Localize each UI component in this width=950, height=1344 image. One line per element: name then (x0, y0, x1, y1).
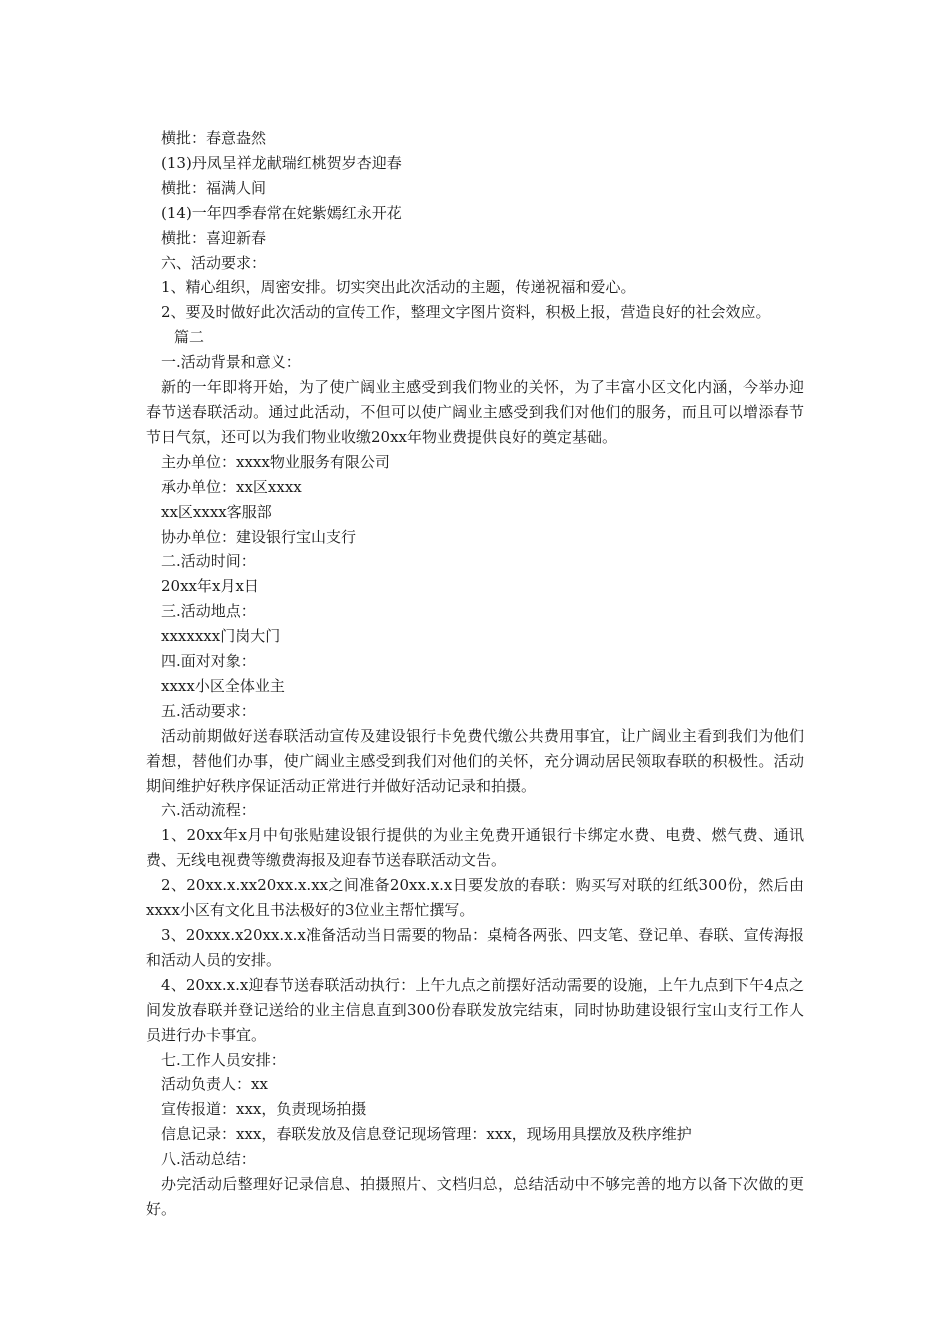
section-heading: 八.活动总结： (161, 1150, 256, 1169)
text-line: 横批：春意盎然 (161, 129, 267, 147)
document-body (146, 126, 804, 1222)
text-line: xxxxxxx门岗大门 (161, 627, 281, 646)
section-heading: 一.活动背景和意义： (161, 353, 301, 372)
text-line: 1、精心组织，周密安排。切实突出此次活动的主题，传递祝福和爱心。 (161, 278, 636, 297)
text-line: 信息记录：xxx，春联发放及信息登记现场管理：xxx，现场用具摆放及秩序维护 (161, 1125, 692, 1144)
text-line: 活动负责人：xx (161, 1075, 268, 1094)
text-line: 宣传报道：xxx，负责现场拍摄 (161, 1100, 367, 1119)
paragraph: 活动前期做好送春联活动宣传及建设银行卡免费代缴公共费用事宜，让广阔业主看到我们为他们着想，替他们办事，使广阔业主感受到我们对他们的关怀，充分调动居民领取春联的积极性。活动期间维护好秩序保证活动正常进行并做好活动记录和拍摄。 (146, 726, 804, 795)
paragraph: 3、20xxx.x20xx.x.x准备活动当日需要的物品：桌椅各两张、四支笔、登记单、春联、宣传海报和活动人员的安排。 (146, 926, 804, 969)
section-heading: 四.面对对象： (161, 652, 256, 671)
text-line: 承办单位：xx区xxxx (161, 477, 302, 496)
text-line: xxxx小区全体业主 (161, 676, 285, 695)
paragraph: 办完活动后整理好记录信息、拍摄照片、文档归总，总结活动中不够完善的地方以备下次做的更好。 (146, 1175, 804, 1218)
paragraph: 2、20xx.x.xx20xx.x.xx之间准备20xx.x.x日要发放的春联：购买写对联的红纸300份，然后由xxxx小区有文化且书法极好的3位业主帮忙撰写。 (146, 876, 804, 920)
paragraph: 4、20xx.x.x迎春节送春联活动执行：上午九点之前摆好活动需要的设施，上午九点到下午4点之间发放春联并登记送给的业主信息直到300份春联发放完结束，同时协助建设银行宝山支行工作人员进行办卡事宜。 (146, 975, 804, 1044)
section-heading: 六.活动流程： (161, 801, 256, 820)
section-heading: 三.活动地点： (161, 602, 256, 621)
text-line: 主办单位：xxxx物业服务有限公司 (161, 452, 390, 471)
text-line: 2、要及时做好此次活动的宣传工作，整理文字图片资料，积极上报，营造良好的社会效应。 (161, 303, 771, 322)
text-line: (14)一年四季春常在姹紫嫣红永开花 (161, 203, 402, 222)
section-heading: 五.活动要求： (161, 701, 256, 720)
section-heading: 七.工作人员安排： (161, 1050, 286, 1069)
text-line: xx区xxxx客服部 (161, 502, 272, 521)
paragraph: 新的一年即将开始，为了使广阔业主感受到我们物业的关怀，为了丰富小区文化内涵，今举办迎春节送春联活动。通过此活动，不但可以使广阔业主感受到我们对他们的服务，而且可以增添春节节日气氛，还可以为我们物业收缴20xx年物业费提供良好的奠定基础。 (146, 378, 804, 446)
text-line: 20xx年x月x日 (161, 577, 259, 596)
section-heading: 二.活动时间： (161, 552, 256, 571)
section-heading: 六、活动要求： (161, 253, 267, 272)
paragraph: 1、20xx年x月中旬张贴建设银行提供的为业主免费开通银行卡绑定水费、电费、燃气费、通讯费、无线电视费等缴费海报及迎春节送春联活动文告。 (146, 826, 804, 870)
text-line: 协办单位：建设银行宝山支行 (161, 527, 357, 546)
text-line: (13)丹凤呈祥龙献瑞红桃贺岁杏迎春 (161, 153, 402, 172)
text-line: 横批：福满人间 (161, 178, 267, 197)
part-title: 篇二 (174, 328, 205, 347)
text-line: 横批：喜迎新春 (161, 228, 267, 247)
